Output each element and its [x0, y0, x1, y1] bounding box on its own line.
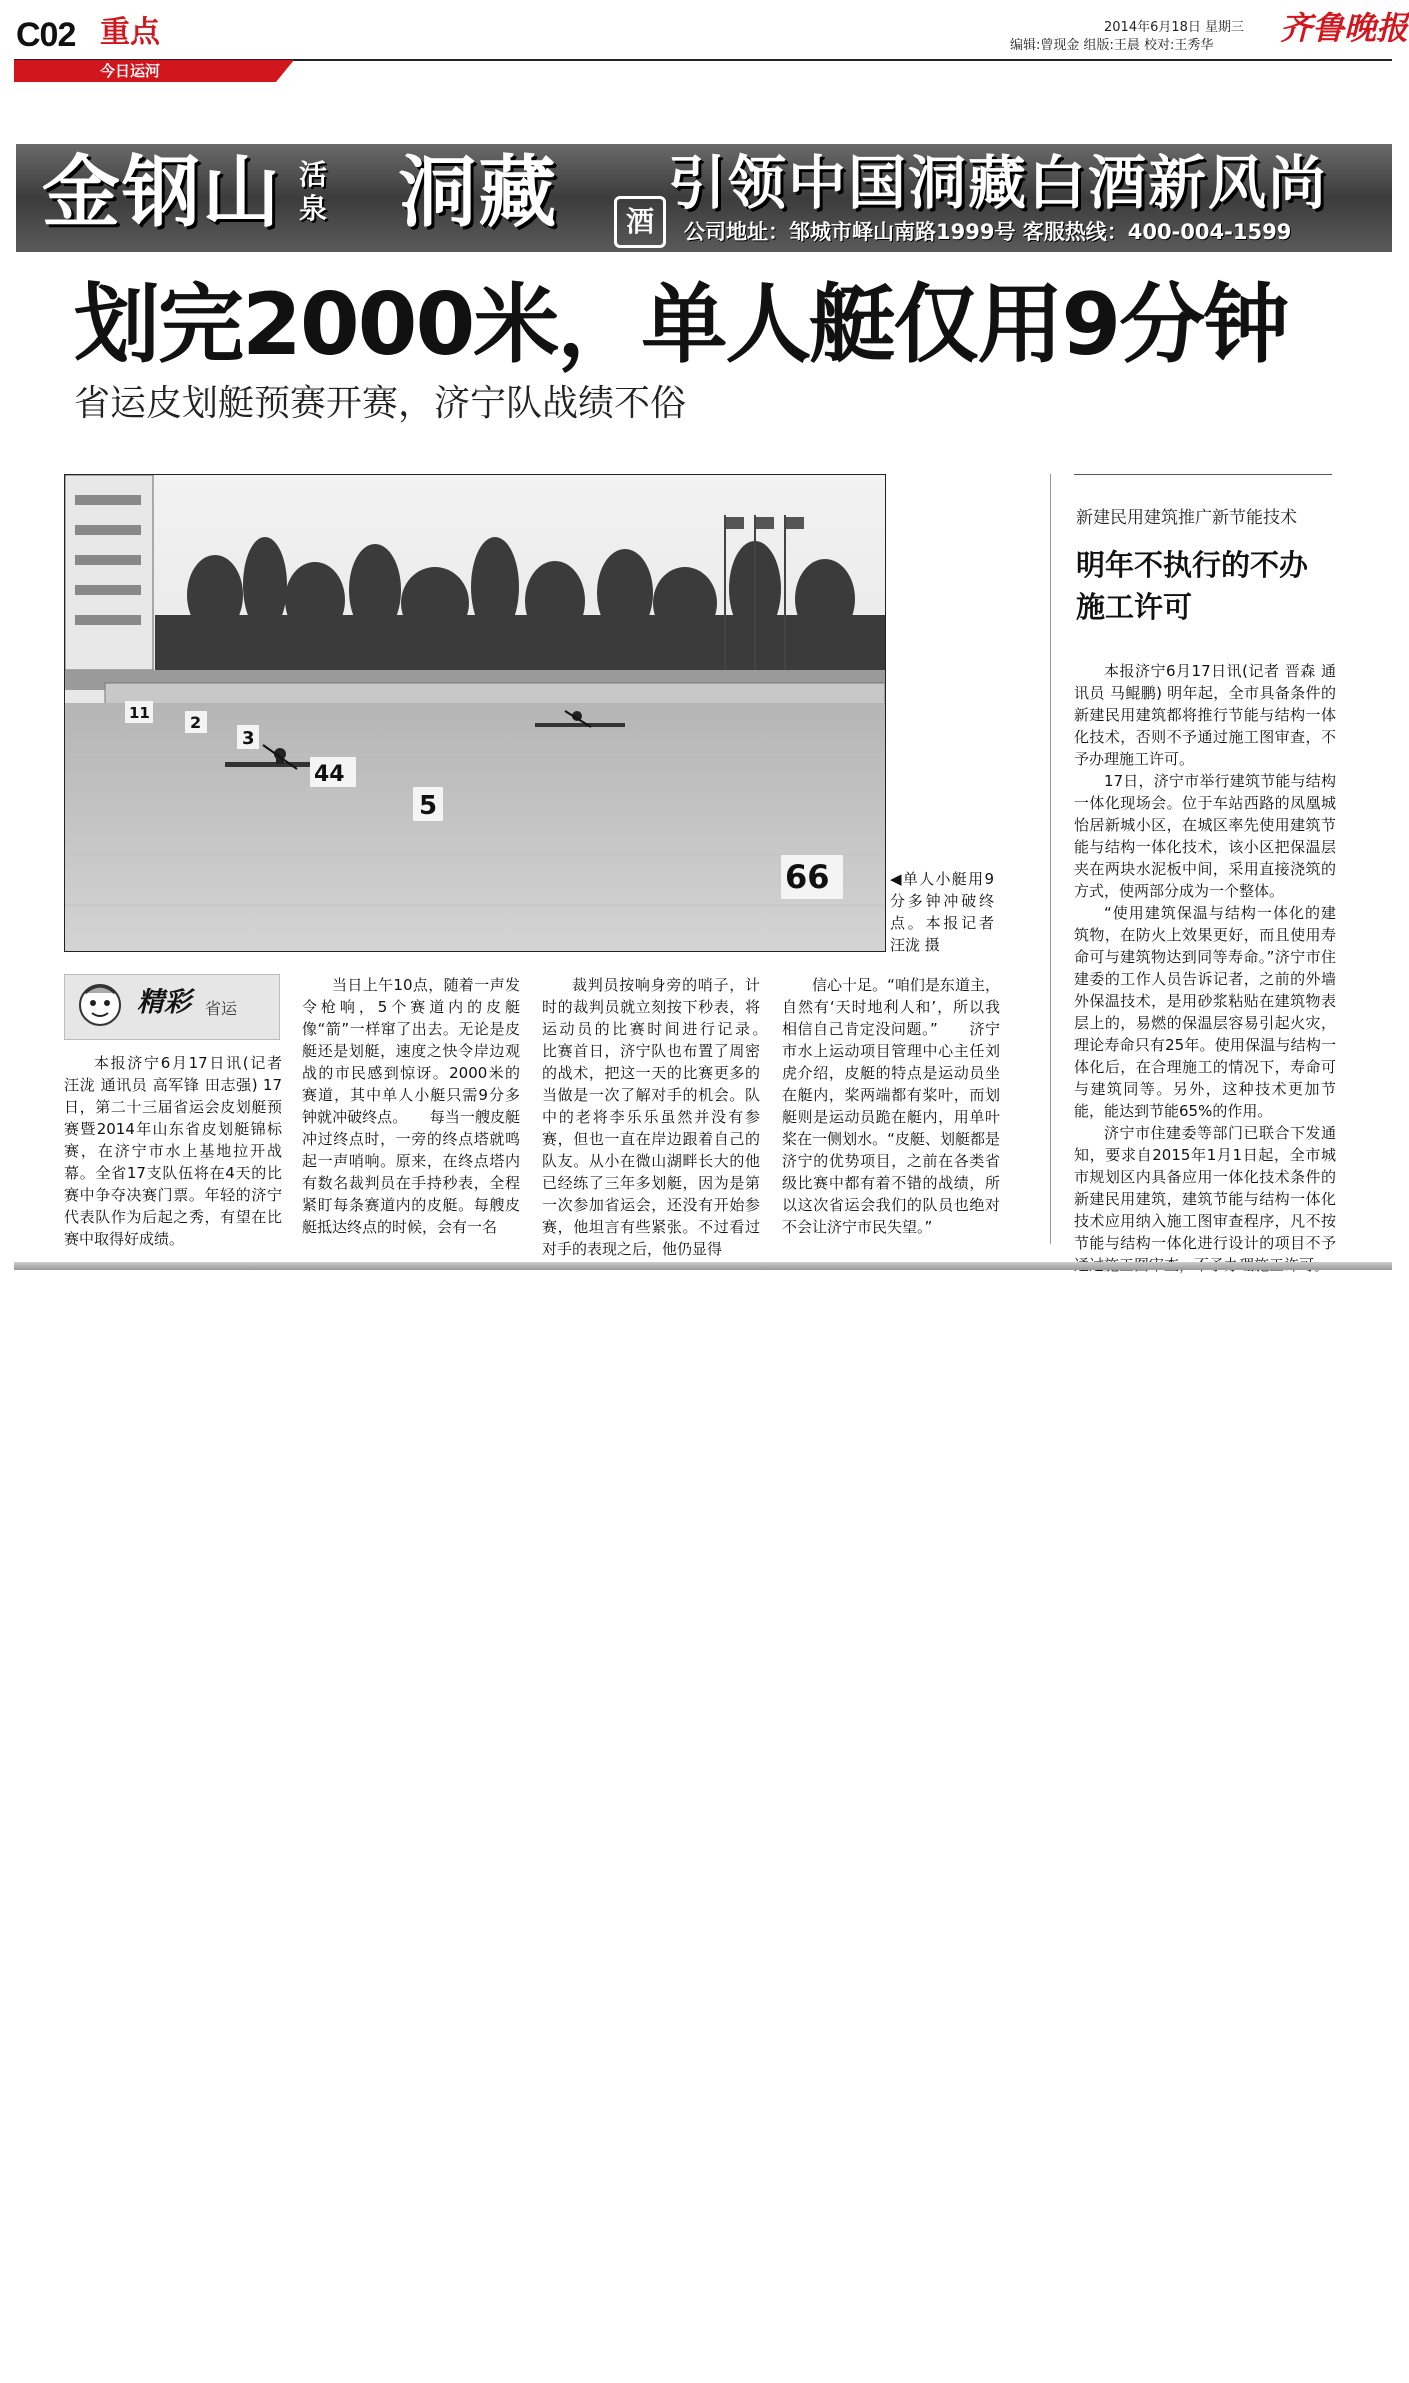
badge-title: 精彩: [137, 987, 191, 1018]
article-column-4: 信心十足。“咱们是东道主，自然有‘天时地利人和’，所以我相信自己肯定没问题。” 济宁市水上运动项目管理中心主任刘虎介绍，皮艇的特点是运动员坐在艇内，桨两端都有桨叶，而划艇则是运动员跪在艇内，用单叶桨在一侧划水。“皮艇、划艇都是济宁的优势项目，之前在各类省级比赛中都有着不错的战绩，所以这次省运会我们的队员也绝对不会让济宁市民失望。”: [782, 976, 1000, 1236]
lane-marker-5: 5: [419, 791, 438, 821]
ad-brand-name: 金钢山: [42, 147, 283, 238]
mascot-icon: [75, 981, 125, 1033]
page-number: C02: [16, 16, 76, 54]
sidebar-paragraph: 17日，济宁市举行建筑节能与结构一体化现场会。位于车站西路的凤凰城怡居新城小区，在城区率先使用建筑节能与结构一体化技术，该小区把保温层夹在两块水泥板中间，采用直接浇筑的方式，使两部分成为一个整体。: [1074, 772, 1336, 900]
lane-marker-6: 66: [785, 858, 830, 896]
issue-date: 2014年6月18日 星期三: [1104, 20, 1245, 35]
lane-marker-2: 2: [190, 713, 202, 732]
lane-marker-1: 11: [129, 704, 150, 722]
article-column-1: 本报济宁6月17日讯(记者 汪泷 通讯员 高军锋 田志强) 17日，第二十三届省运会皮划艇预赛暨2014年山东省皮划艇锦标赛，在济宁市水上基地拉开战幕。全省17支队伍将在4天的比赛中争夺决赛门票。年轻的济宁代表队作为后起之秀，有望在比赛中取得好成绩。: [64, 1054, 282, 1248]
ad-seal: 酒: [614, 196, 666, 248]
photo-caption: ◀单人小艇用9分多钟冲破终点。本报记者 汪泷 摄: [890, 870, 994, 954]
ad-slogan: 引领中国洞藏白酒新风尚: [668, 149, 1329, 217]
article-column-2: 当日上午10点，随着一声发令枪响，5个赛道内的皮艇像“箭”一样窜了出去。无论是皮艇还是划艇，速度之快令岸边观战的市民感到惊讶。2000米的赛道，其中单人小艇只需9分多钟就冲破终点。 每当一艘皮艇冲过终点时，一旁的终点塔就鸣起一声哨响。原来，在终点塔内有数名裁判员在手持秒表，全程紧盯每条赛道内的皮艇。每艘皮艇抵达终点的时候，会有一名: [302, 976, 520, 1236]
article-subheadline: 省运皮划艇预赛开赛，济宁队战绩不俗: [74, 383, 687, 424]
lane-marker-3: 3: [242, 728, 255, 749]
sidebar-paragraph: 本报济宁6月17日讯(记者 晋森 通讯员 马鲲鹏) 明年起，全市具备条件的新建民用建筑都将推行节能与结构一体化技术，否则不予通过施工图审查，不予办理施工许可。: [1074, 662, 1336, 768]
sidebar-paragraph: “使用建筑保温与结构一体化的建筑物，在防火上效果更好，而且使用寿命可与建筑物达到同等寿命。”济宁市住建委的工作人员告诉记者，之前的外墙外保温技术，是用砂浆粘贴在建筑物表层上的，易燃的保温层容易引起火灾，理论寿命只有25年。使用保温与结构一体化后，在合理施工的情况下，寿命可与建筑同等。另外，这种技术更加节能，能达到节能65%的作用。: [1074, 904, 1336, 1120]
kayak-race-photo: [64, 474, 886, 952]
section-title: 重点: [100, 15, 160, 50]
sidebar-body: [1074, 660, 1336, 1276]
ad-brand-big: 洞藏: [398, 147, 559, 238]
editor-credits: 编辑:曾现金 组版:王晨 校对:王秀华: [1010, 38, 1214, 53]
badge-subtitle: 省运: [205, 999, 238, 1018]
sidebar-headline: 明年不执行的不办施工许可: [1076, 548, 1309, 624]
lane-marker-4: 44: [314, 762, 345, 787]
ad-brand-small: 活泉: [299, 158, 328, 225]
article-headline: 划完2000米，单人艇仅用9分钟: [74, 275, 1288, 375]
newspaper-masthead: 齐鲁晚报: [1280, 9, 1409, 47]
sidebar-kicker: 新建民用建筑推广新节能技术: [1076, 508, 1297, 528]
sidebar-paragraph: 济宁市住建委等部门已联合下发通知，要求自2015年1月1日起，全市城市规划区内具备应用一体化技术条件的新建民用建筑，建筑节能与结构一体化技术应用纳入施工图审查程序，凡不按节能与结构一体化进行设计的项目不予: [1074, 1124, 1336, 1252]
column-badge: [64, 974, 280, 1040]
photo-scene: [65, 475, 885, 951]
liquor-advertisement[interactable]: [16, 144, 1392, 252]
article-column-3: 裁判员按响身旁的哨子，计时的裁判员就立刻按下秒表，将运动员的比赛时间进行记录。 比赛首日，济宁队也布置了周密的战术，把这一天的比赛更多的当做是一次了解对手的机会。队中的老将李乐乐虽然并没有参赛，但也一直在岸边跟着自己的队友。从小在微山湖畔长大的他已经练了三年多划艇，因为是第一次参加省运会，还没有开始参赛，他坦言有些紧张。不过看过对手的表现之后，他仍显得: [542, 976, 791, 1258]
rubric-label: 今日运河: [100, 62, 161, 80]
ad-contact-info: 公司地址：邹城市峄山南路1999号 客服热线：400-004-1599: [684, 220, 1292, 244]
bottom-rule: [14, 1262, 1392, 1270]
sidebar-top-rule: [1074, 474, 1332, 475]
column-divider: [1050, 474, 1051, 1244]
